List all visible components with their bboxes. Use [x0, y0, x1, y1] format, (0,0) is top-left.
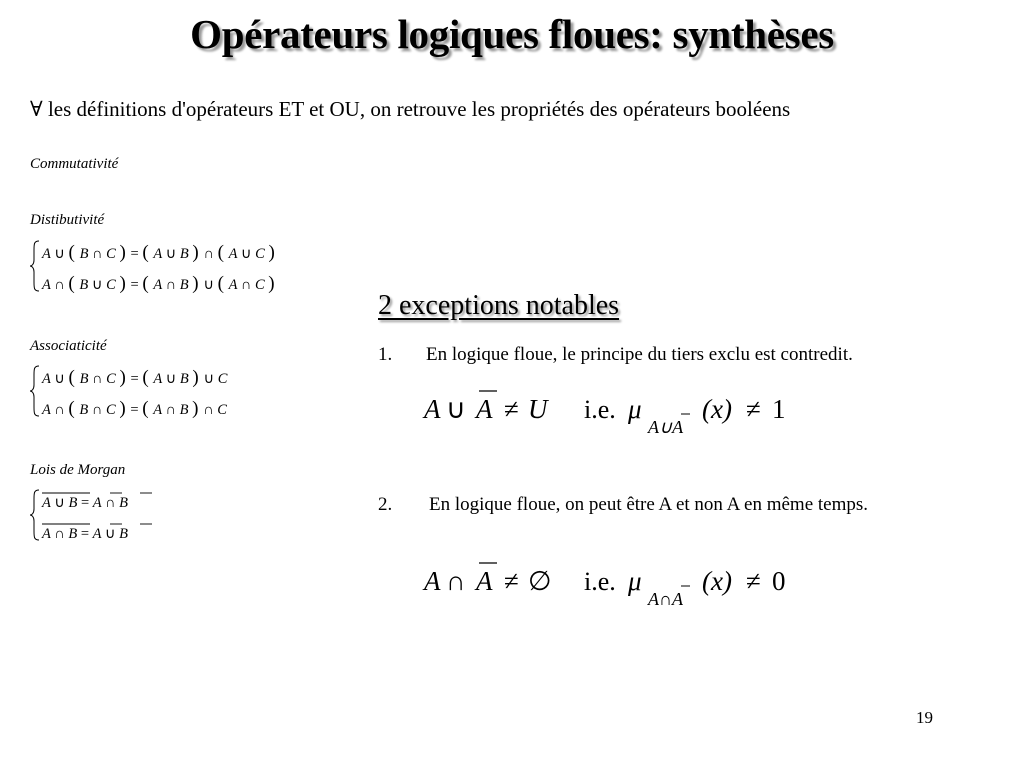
distributivity-line-2: A ∩ ( B ∪ C ) = ( A ∩ B ) ∪ ( A ∩ C )	[42, 273, 275, 294]
associativity-line-2: A ∩ ( B ∩ C ) = ( A ∩ B ) ∩ C	[42, 398, 227, 419]
f2-mu: μ	[628, 566, 642, 596]
associativity-equations	[30, 363, 330, 419]
f2-ie: i.e.	[584, 567, 616, 596]
exceptions-title: 2 exceptions notables	[378, 290, 620, 321]
f1-op: ∪	[446, 394, 466, 424]
f1-neq: ≠	[504, 394, 519, 424]
exception-1-formula	[424, 385, 884, 445]
f1-mu: μ	[628, 394, 642, 424]
exception-1-text: En logique floue, le principe du tiers exclu est contredit.	[426, 344, 853, 365]
f2-rhs: ∅	[528, 566, 552, 596]
f1-rhs: U	[528, 394, 548, 424]
f2-neq-2: ≠	[746, 566, 761, 596]
morgan-label: Lois de Morgan	[30, 462, 126, 478]
exception-2-text: En logique floue, on peut être A et non A en même temps.	[429, 494, 869, 515]
morgan-line-2: A ∩ B = A ∪ B	[42, 526, 128, 542]
f2-value: 0	[772, 566, 786, 596]
exception-2-formula	[424, 557, 884, 617]
distributivity-label: Distibutivité	[30, 212, 105, 228]
commutativity-label: Commutativité	[30, 156, 119, 172]
associativity-label: Associaticité	[30, 338, 107, 354]
f1-arg: (x)	[702, 394, 732, 424]
intro-line	[30, 97, 790, 122]
exception-1-number: 1.	[378, 344, 393, 365]
f1-value: 1	[772, 394, 786, 424]
page-number: 19	[916, 708, 933, 727]
morgan-line-1: A ∪ B = A ∩ B	[42, 495, 128, 511]
associativity-line-1: A ∪ ( B ∩ C ) = ( A ∪ B ) ∪ C	[42, 367, 228, 388]
f2-op: ∩	[446, 566, 466, 596]
f1-lhs-b: A	[476, 394, 493, 424]
slide-title: Opérateurs logiques floues: synthèses	[190, 11, 834, 57]
f1-ie: i.e.	[584, 395, 616, 424]
f2-neq: ≠	[504, 566, 519, 596]
intro-text: les définitions d'opérateurs ET et OU, on retrouve les propriétés des opérateurs booléens	[42, 97, 791, 121]
f2-lhs-b: A	[476, 566, 493, 596]
exception-2-number: 2.	[378, 494, 393, 515]
f2-lhs-a: A	[424, 566, 441, 596]
f2-arg: (x)	[702, 566, 732, 596]
f1-lhs-a: A	[424, 394, 441, 424]
f2-sub: A∩A	[648, 589, 683, 609]
morgan-equations	[30, 487, 330, 543]
distributivity-equations	[30, 238, 330, 294]
forall-symbol: ∀	[30, 97, 43, 121]
f1-neq-2: ≠	[746, 394, 761, 424]
f1-sub: A∪A	[648, 417, 684, 437]
distributivity-line-1: A ∪ ( B ∩ C ) = ( A ∪ B ) ∩ ( A ∪ C )	[42, 242, 275, 263]
